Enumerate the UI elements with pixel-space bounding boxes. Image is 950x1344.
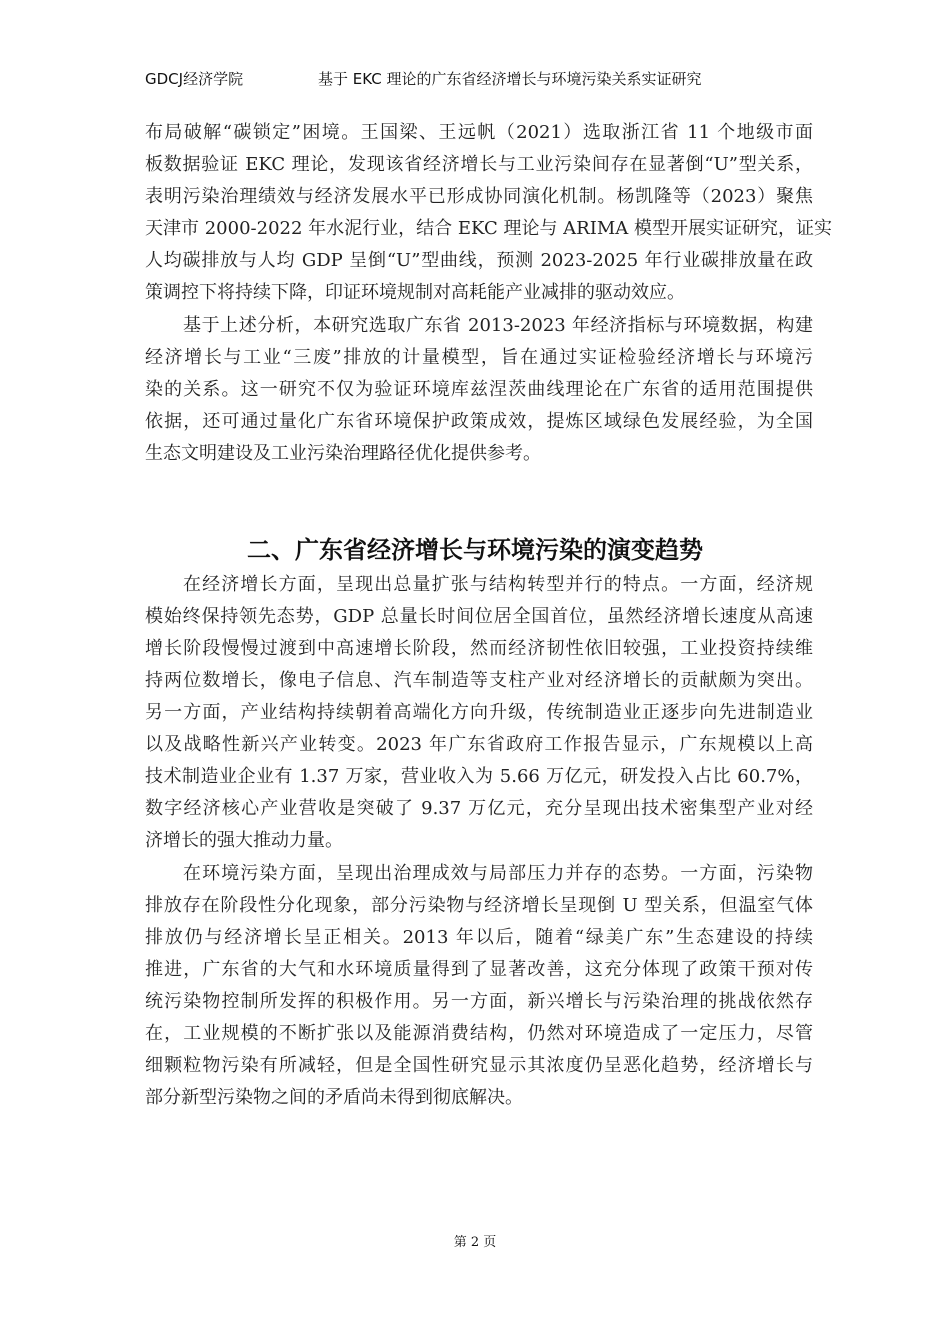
paragraph-line: 推进，广东省的大气和水环境质量得到了显著改善，这充分体现了政策干预对传 [145, 959, 813, 980]
paragraph-line: 在环境污染方面，呈现出治理成效与局部压力并存的态势。一方面，污染物 [183, 863, 813, 884]
paragraph-line: 持两位数增长，像电子信息、汽车制造等支柱产业对经济增长的贡献颇为突出。 [145, 670, 813, 691]
paragraph-line: 排放存在阶段性分化现象，部分污染物与经济增长呈现倒 U 型关系，但温室气体 [145, 895, 813, 916]
paragraph-line: 在经济增长方面，呈现出总量扩张与结构转型并行的特点。一方面，经济规 [183, 574, 813, 595]
paragraph-line: 依据，还可通过量化广东省环境保护政策成效，提炼区域绿色发展经验，为全国 [145, 411, 813, 432]
header-institution: GDCJ经济学院 [145, 70, 244, 88]
paragraph-line: 济增长的强大推动力量。 [145, 830, 343, 851]
paragraph-line: 表明污染治理绩效与经济发展水平已形成协同演化机制。杨凯隆等（2023）聚焦 [145, 186, 813, 207]
paragraph-line: 基于上述分析，本研究选取广东省 2013-2023 年经济指标与环境数据，构建 [183, 315, 813, 336]
paragraph-line: 天津市 2000-2022 年水泥行业，结合 EKC 理论与 ARIMA 模型开展实证研究，证实 [145, 218, 832, 239]
paragraph-line: 策调控下将持续下降，印证环境规制对高耗能产业减排的驱动效应。 [145, 282, 685, 303]
paragraph-line: 技术制造业企业有 1.37 万家，营业收入为 5.66 万亿元，研发投入占比 60.7%， [145, 766, 813, 787]
paragraph-line: 另一方面，产业结构持续朝着高端化方向升级，传统制造业正逐步向先进制造业 [145, 702, 813, 723]
paragraph-line: 生态文明建设及工业污染治理路径优化提供参考。 [145, 443, 541, 464]
body-text-bottom [145, 569, 813, 1115]
body-text-top [145, 117, 832, 471]
paragraph-line: 以及战略性新兴产业转变。2023 年广东省政府工作报告显示，广东规模以上高 [145, 734, 813, 755]
section-heading: 二、广东省经济增长与环境污染的演变趋势 [247, 536, 703, 564]
paragraph-line: 布局破解“碳锁定”困境。王国梁、王远帆（2021）选取浙江省 11 个地级市面 [145, 122, 813, 143]
paragraph-line: 染的关系。这一研究不仅为验证环境库兹涅茨曲线理论在广东省的适用范围提供 [145, 379, 813, 400]
paragraph-line: 部分新型污染物之间的矛盾尚未得到彻底解决。 [145, 1087, 523, 1108]
paragraph-line: 板数据验证 EKC 理论，发现该省经济增长与工业污染间存在显著倒“U”型关系， [145, 154, 813, 175]
paragraph-line: 经济增长与工业“三废”排放的计量模型，旨在通过实证检验经济增长与环境污 [145, 347, 813, 368]
page-number: 第 2 页 [453, 1235, 497, 1250]
header-title: 基于 EKC 理论的广东省经济增长与环境污染关系实证研究 [318, 70, 702, 88]
paragraph-line: 统污染物控制所发挥的积极作用。另一方面，新兴增长与污染治理的挑战依然存 [145, 991, 813, 1012]
paragraph-line: 细颗粒物污染有所减轻，但是全国性研究显示其浓度仍呈恶化趋势，经济增长与 [145, 1055, 813, 1076]
paragraph [145, 117, 832, 309]
paragraph [145, 858, 813, 1114]
paragraph-line: 模始终保持领先态势，GDP 总量长时间位居全国首位，虽然经济增长速度从高速 [145, 606, 813, 627]
paragraph-line: 数字经济核心产业营收是突破了 9.37 万亿元，充分呈现出技术密集型产业对经 [145, 798, 813, 819]
paragraph-line: 增长阶段慢慢过渡到中高速增长阶段，然而经济韧性依旧较强，工业投资持续维 [145, 638, 813, 659]
paragraph-line: 排放仍与经济增长呈正相关。2013 年以后，随着“绿美广东”生态建设的持续 [145, 927, 813, 948]
paragraph-line: 在，工业规模的不断扩张以及能源消费结构，仍然对环境造成了一定压力，尽管 [145, 1023, 813, 1044]
paragraph-line: 人均碳排放与人均 GDP 呈倒“U”型曲线，预测 2023-2025 年行业碳排放量在政 [145, 250, 813, 271]
paragraph [145, 310, 813, 470]
paragraph [145, 569, 813, 857]
